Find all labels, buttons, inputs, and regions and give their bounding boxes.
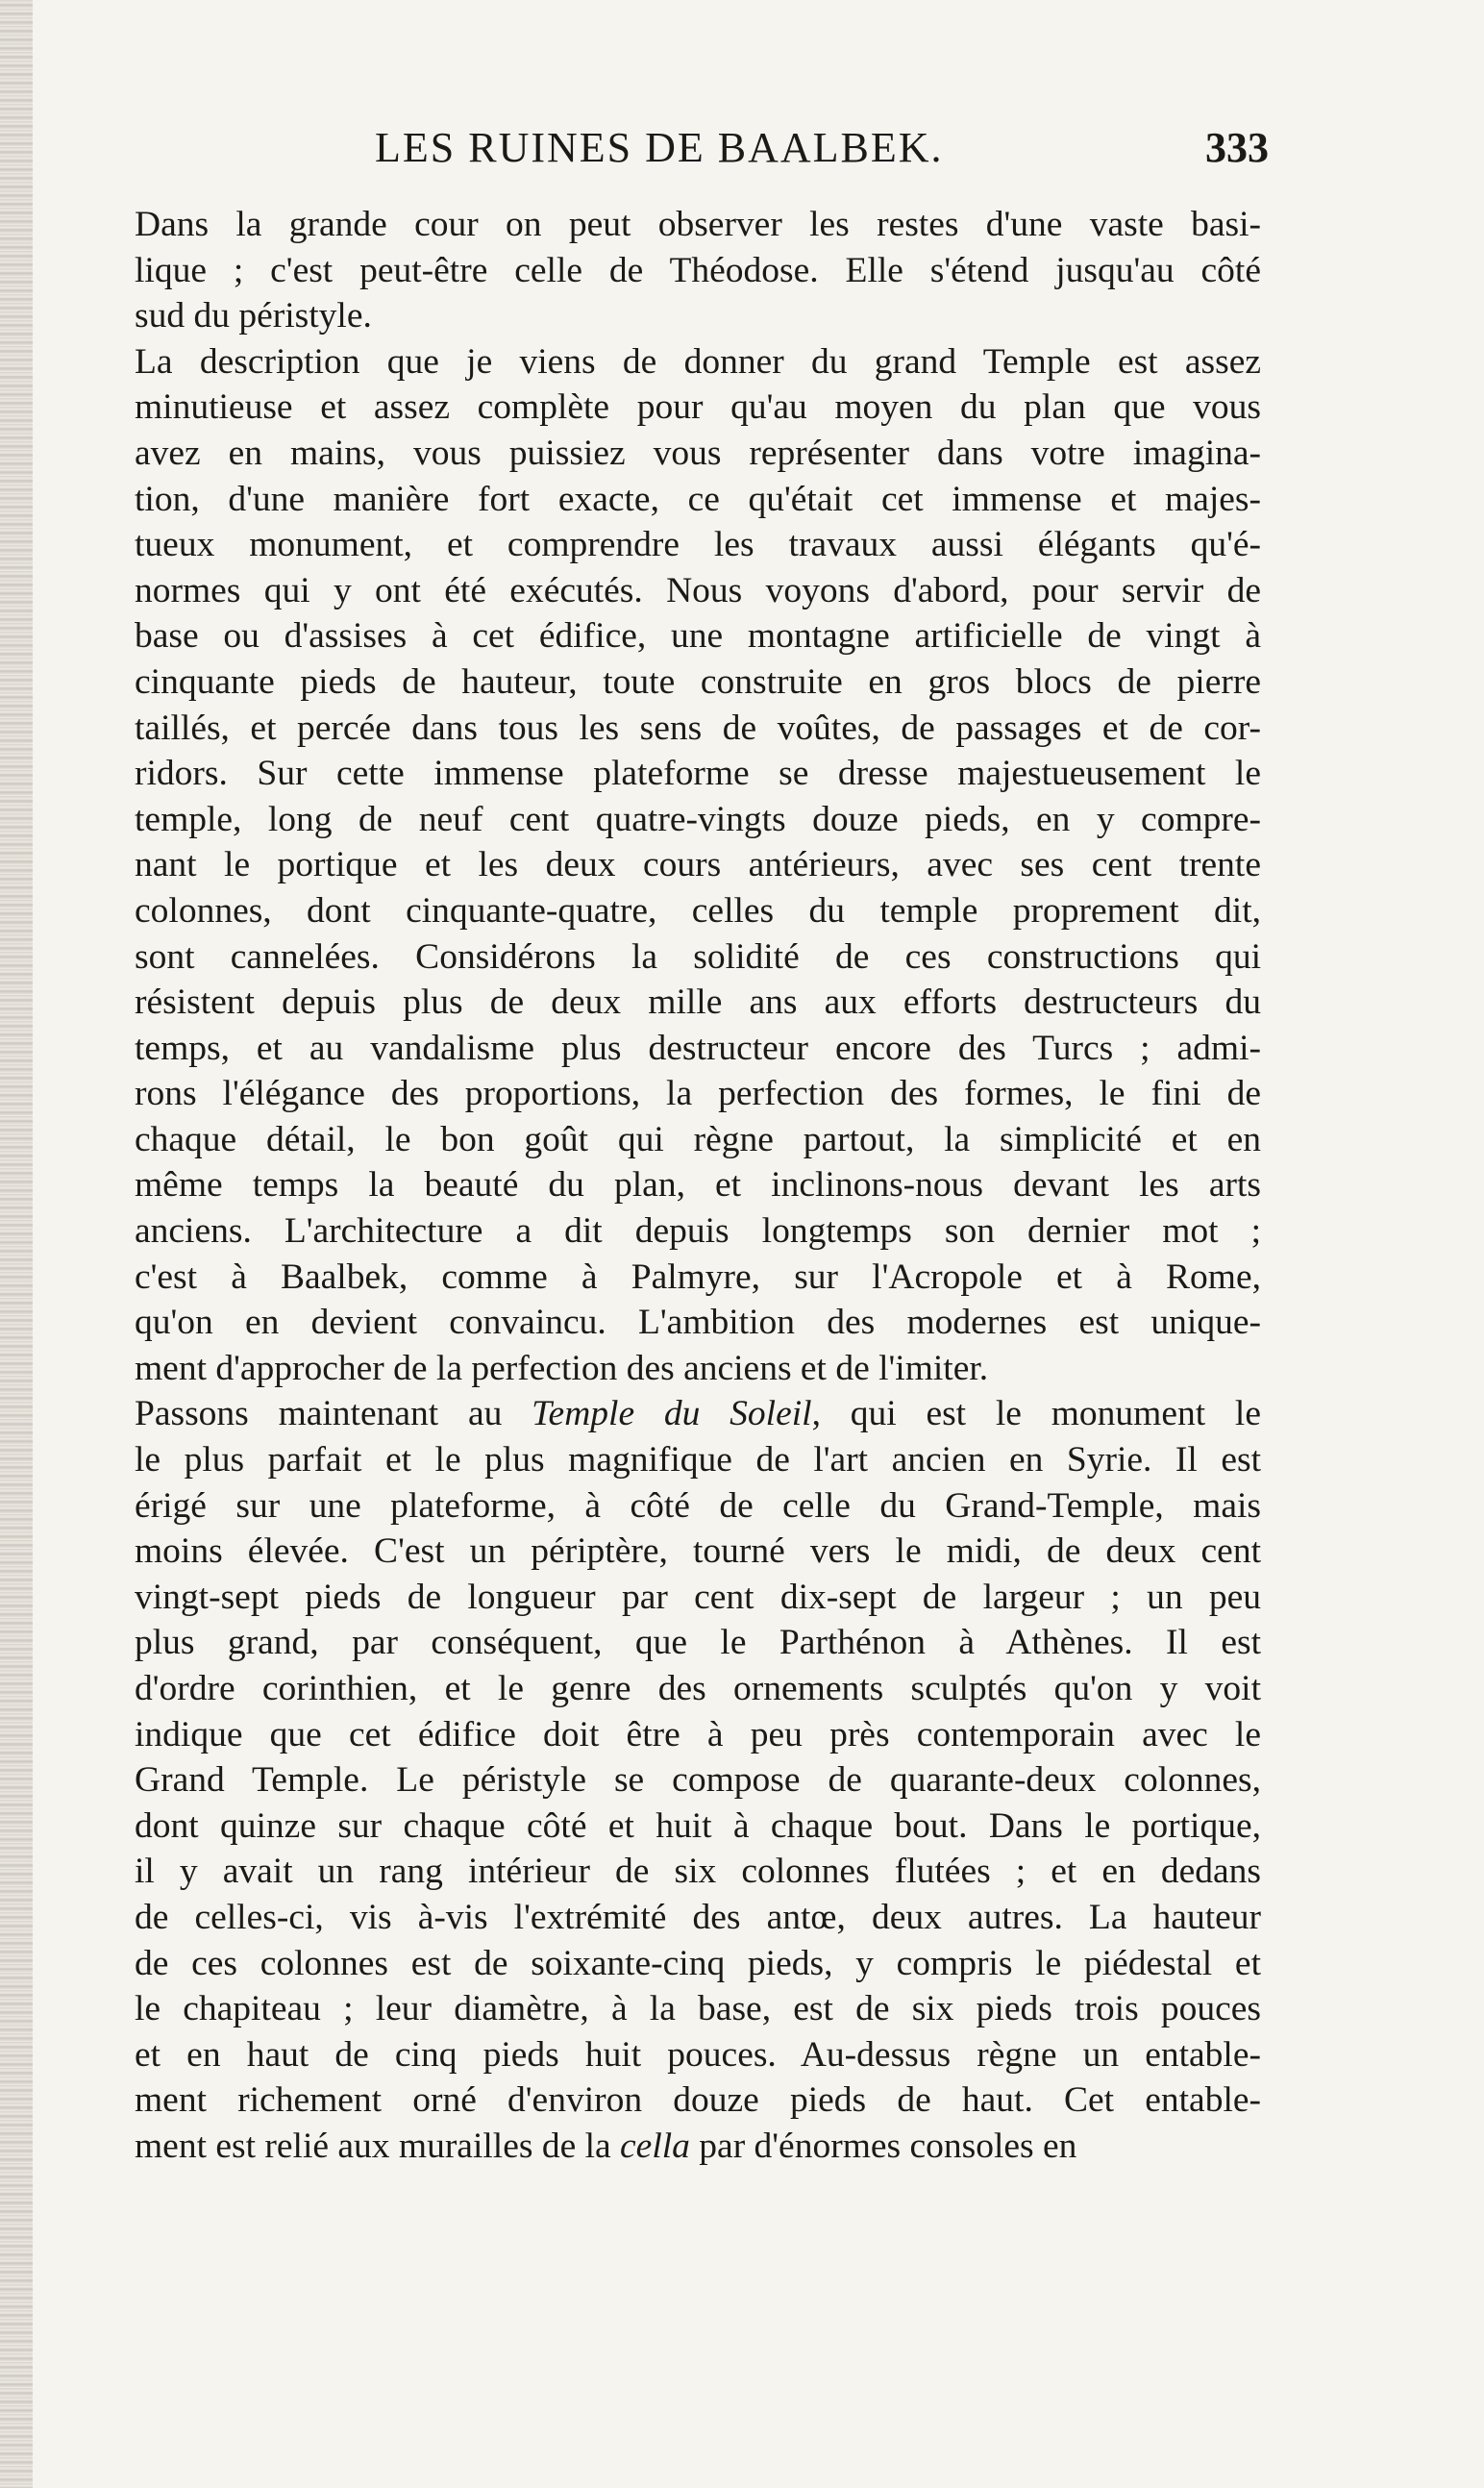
- text-line: Dans la grande cour on peut observer les restes d'une vaste basi-: [135, 205, 1261, 244]
- text-line: La description que je viens de donner du grand Temple est assez: [135, 341, 1261, 382]
- text-line: tion, d'une manière fort exacte, ce qu'était cet immense et majes-: [135, 479, 1261, 519]
- page-gutter-shadow: [0, 0, 33, 2488]
- text-line: tueux monument, et comprendre les travaux aussi élégants qu'é-: [135, 525, 1261, 565]
- running-title: LES RUINES DE BAALBEK.: [375, 124, 944, 171]
- text-line: sont cannelées. Considérons la solidité de ces constructions qui: [135, 936, 1261, 977]
- text-line: chaque détail, le bon goût qui règne partout, la simplicité et en: [135, 1119, 1261, 1159]
- text-line: moins élevée. C'est un périptère, tourné vers le midi, de deux cent: [135, 1531, 1261, 1572]
- text-line: colonnes, dont cinquante-quatre, celles du temple proprement dit,: [135, 890, 1261, 931]
- text-line: indique que cet édifice doit être à peu près contemporain avec le: [135, 1714, 1261, 1754]
- text-line: temps, et au vandalisme plus destructeur encore des Turcs ; admi-: [135, 1028, 1261, 1068]
- text-line: et en haut de cinq pieds huit pouces. Au-dessus règne un entable-: [135, 2034, 1261, 2075]
- italic-term: Temple du Soleil: [532, 1394, 812, 1434]
- text-line: base ou d'assises à cet édifice, une montagne artificielle de vingt à: [135, 616, 1261, 657]
- text-line: ridors. Sur cette immense plateforme se dresse majestueusement le: [135, 754, 1261, 794]
- text-line: temple, long de neuf cent quatre-vingts douze pieds, en y compre-: [135, 799, 1261, 839]
- text-line: de celles-ci, vis à-vis l'extrémité des antœ, deux autres. La hauteur: [135, 1897, 1261, 1937]
- text-line: anciens. L'architecture a dit depuis longtemps son dernier mot ;: [135, 1211, 1261, 1252]
- text-line: taillés, et percée dans tous les sens de voûtes, de passages et de cor-: [135, 708, 1261, 748]
- text-line: minutieuse et assez complète pour qu'au moyen du plan que vous: [135, 387, 1261, 428]
- text-line: sud du péristyle.: [135, 296, 372, 336]
- text-line: même temps la beauté du plan, et inclinons-nous devant les arts: [135, 1165, 1261, 1206]
- text-line: nant le portique et les deux cours antérieurs, avec ses cent trente: [135, 845, 1261, 885]
- page-number: 333: [1205, 124, 1269, 171]
- text-line: ment d'approcher de la perfection des anciens et de l'imiter.: [135, 1348, 989, 1388]
- paragraph: [79, 339, 1261, 1392]
- text-line: cinquante pieds de hauteur, toute construite en gros blocs de pierre: [135, 661, 1261, 702]
- text-line: lique ; c'est peut-être celle de Théodose. Elle s'étend jusqu'au côté: [135, 250, 1261, 290]
- text-line: ment richement orné d'environ douze pieds de haut. Cet entable-: [135, 2080, 1261, 2121]
- text-line: Grand Temple. Le péristyle se compose de quarante-deux colonnes,: [135, 1760, 1261, 1801]
- paragraph: [79, 1391, 1261, 2169]
- text-line: il y avait un rang intérieur de six colonnes flutées ; et en dedans: [135, 1852, 1261, 1892]
- italic-term: cella: [620, 2126, 690, 2166]
- text-line: rons l'élégance des proportions, la perfection des formes, le fini de: [135, 1074, 1261, 1114]
- text-line: érigé sur une plateforme, à côté de celle du Grand-Temple, mais: [135, 1485, 1261, 1526]
- text-line: Passons maintenant au Temple du Soleil, qui est le monument le: [135, 1394, 1261, 1434]
- text-line: avez en mains, vous puissiez vous représenter dans votre imagina-: [135, 433, 1261, 473]
- text-line: normes qui y ont été exécutés. Nous voyons d'abord, pour servir de: [135, 570, 1261, 610]
- page-header: [77, 123, 1269, 181]
- text-line: dont quinze sur chaque côté et huit à chaque bout. Dans le portique,: [135, 1805, 1261, 1846]
- text-line: qu'on en devient convaincu. L'ambition des modernes est unique-: [135, 1303, 1261, 1343]
- text-line: de ces colonnes est de soixante-cinq pieds, y compris le piédestal et: [135, 1943, 1261, 1983]
- text-line: d'ordre corinthien, et le genre des ornements sculptés qu'on y voit: [135, 1669, 1261, 1708]
- text-line: résistent depuis plus de deux mille ans aux efforts destructeurs du: [135, 983, 1261, 1023]
- text-line: vingt-sept pieds de longueur par cent dix-sept de largeur ; un peu: [135, 1577, 1261, 1617]
- text-line: c'est à Baalbek, comme à Palmyre, sur l'Acropole et à Rome,: [135, 1256, 1261, 1297]
- text-line: plus grand, par conséquent, que le Parthénon à Athènes. Il est: [135, 1623, 1261, 1663]
- text-line: le chapiteau ; leur diamètre, à la base, est de six pieds trois pouces: [135, 1989, 1261, 2029]
- body-text: [79, 202, 1261, 2170]
- paragraph: [79, 202, 1261, 339]
- text-line: ment est relié aux murailles de la cella par d'énormes consoles en: [135, 2126, 1077, 2166]
- text-line: le plus parfait et le plus magnifique de l'art ancien en Syrie. Il est: [135, 1440, 1261, 1480]
